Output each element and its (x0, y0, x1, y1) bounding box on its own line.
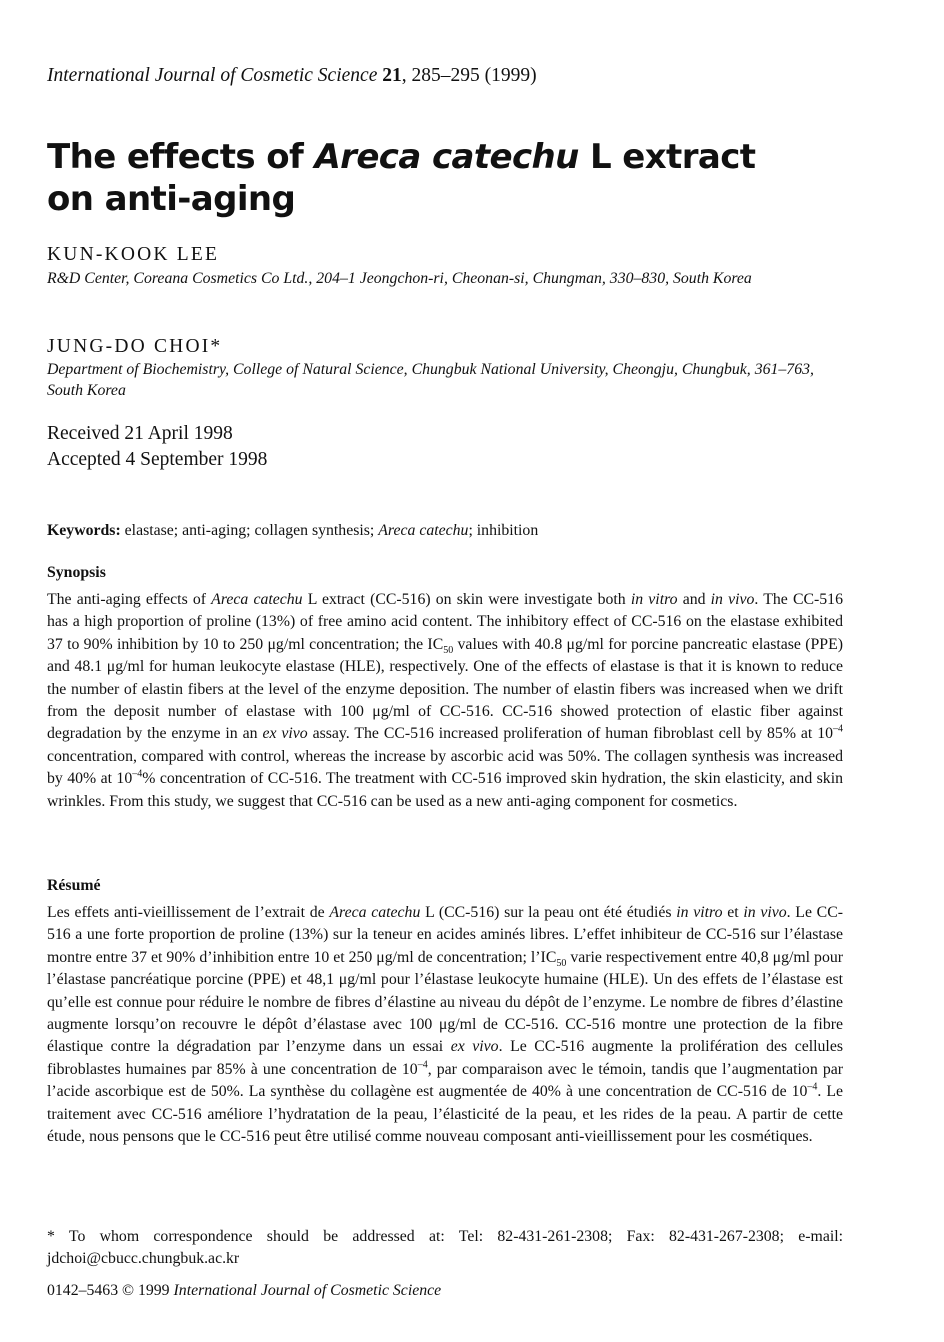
author-name-1: KUN-KOOK LEE (47, 244, 220, 265)
title-species: Areca catechu (314, 137, 579, 177)
accepted-date: Accepted 4 September 1998 (47, 448, 268, 470)
keywords: Keywords: elastase; anti-aging; collagen synthesis; Areca catechu; inhibition (47, 522, 539, 539)
copyright-footer: 0142–5463 © 1999 International Journal of Cosmetic Science (47, 1282, 442, 1299)
synopsis-text: The anti-aging effects of Areca catechu L extract (CC-516) on skin were investigate both in vitro and in vivo. The CC-516 has a high proportion of proline (13%) of free amino acid content. The inhibitory effect of CC-516 on the elastase exhibited 37 to 90% inhibition by 10 to 250 μg/ml concentration; the $IC_{50}$ values with 40.8 μg/ml for porcine pancreatic elastase (PPE) and 48.1 μg/ml for human leukocyte elastase (HLE), respectively. One of the effects of elastase is that it is known to reduce the number of elastin fibers at the level of the enzyme deposition. The number of elastin fibers was increased when we drift from the deposit number of elastase with 100 μg/ml of CC-516. CC-516 showed protection of elastic fiber against degradation by the enzyme in an ex vivo assay. The CC-516 increased proliferation of human fibroblast cell by 85% at $10^{-4}$ concentration, compared with control, whereas the increase by ascorbic acid was 50%. The collagen synthesis was increased by 40% at $10^{-4}\%$ concentration of CC-516. The treatment with CC-516 improved skin hydration, the skin elasticity, and skin wrinkles. From this study, we suggest that CC-516 can be used as a new anti-aging component for cosmetics. (47, 591, 843, 810)
resume-heading: Résumé (47, 877, 101, 894)
journal-volume: 21 (382, 65, 402, 86)
author-affiliation-1: R&D Center, Coreana Cosmetics Co Ltd., 204–1 Jeongchon-ri, Cheonan-si, Chungman, 330–830, South Korea (47, 270, 752, 287)
author-affiliation-2: Department of Biochemistry, College of Natural Science, Chungbuk National University, Cheongju, Chungbuk, 361–763, South Korea (47, 361, 814, 399)
article-dates (47, 421, 267, 472)
received-date: Received 21 April 1998 (47, 423, 233, 444)
paper-title: The effects of Areca catechu L extract on anti-aging (47, 137, 756, 219)
journal-name: International Journal of Cosmetic Science (47, 65, 378, 86)
journal-header (47, 62, 537, 90)
journal-pages-year: , 285–295 (1999) (401, 65, 537, 86)
synopsis-heading: Synopsis (47, 564, 106, 581)
keywords-label: Keywords: (47, 522, 121, 539)
correspondence-footnote: * To whom correspondence should be addressed at: Tel: 82-431-261-2308; Fax: 82-431-267-2308; e-mail: jdchoi@cbucc.chungbuk.ac.kr (47, 1228, 843, 1267)
resume-text: Les effets anti-vieillissement de l’extrait de Areca catechu L (CC-516) sur la peau ont été étudiés in vitro et in vivo. Le CC-516 a une forte proportion de proline (13%) sur la teneur en acides aminés libres. L’effet inhibiteur de CC-516 sur l’élastase montre entre 37 et 90% d’inhibition entre 10 et 250 μg/ml de concentration; $l’IC_{50}$ varie respectivement entre 40,8 μg/ml pour l’élastase pancréatique porcine (PPE) et 48,1 μg/ml pour l’élastase leukocyte humaine (HLE). Un des effets de l’élastase est qu’elle est connue pour réduire le nombre de fibres d’élastine au niveau du dépôt de l’enzyme. Le nombre de fibres d’élastine augmente lorsqu’on recouvre le dépôt d’élastase avec 100 μg/ml de CC-516. CC-516 montre une protection de la fibre élastique contre la dégradation par l’enzyme dans un essai ex vivo. Le CC-516 augmente la prolifération des cellules fibroblastes humaines par 85% à une concentration de $10^{-4}$, par comparaison avec le témoin, tandis que l’augmentation par l’acide ascorbique est de 50%. La synthèse du collagène est augmentée de 40% à une concentration de CC-516 de $10^{-4}$. Le traitement avec CC-516 améliore l’hydratation de la peau, l’élasticité de la peau, et les rides de la peau. A partir de cette étude, nous pensons que le CC-516 peut être utilisé comme nouveau composant anti-vieillissement pour les cosmétiques. (47, 904, 844, 1146)
author-name-2: JUNG-DO CHOI* (47, 336, 223, 357)
